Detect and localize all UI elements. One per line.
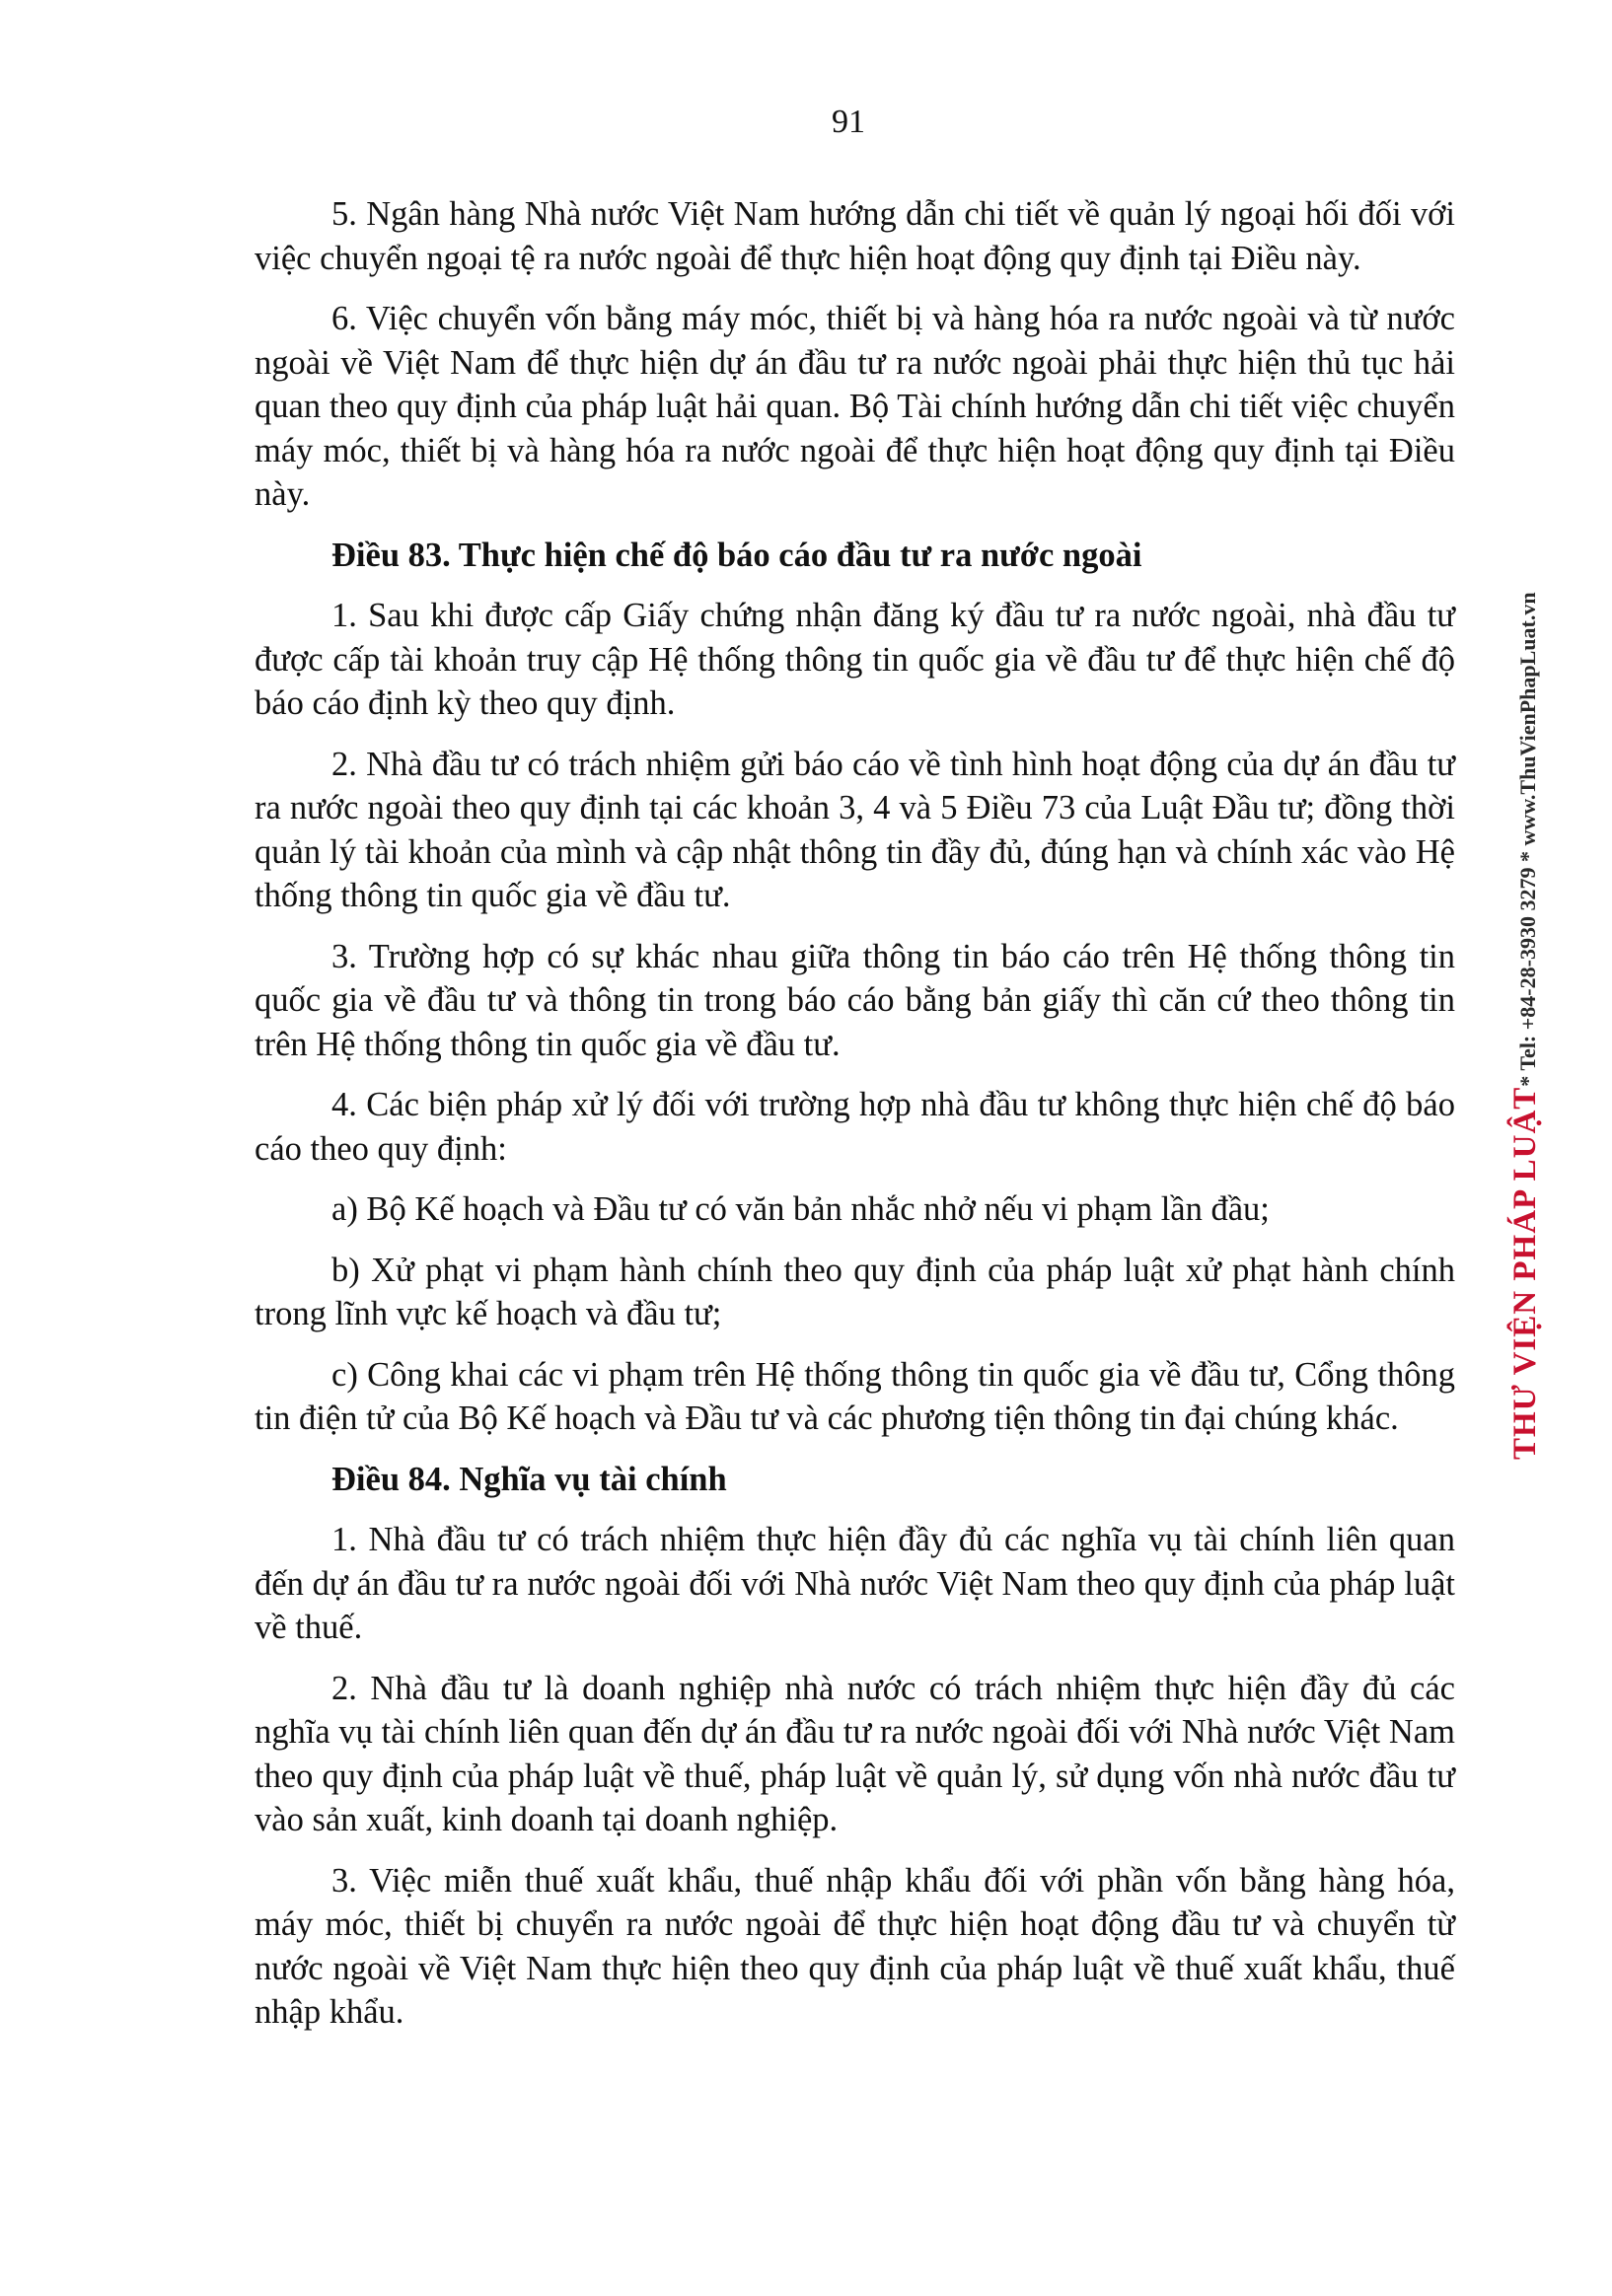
paragraph-6: 6. Việc chuyển vốn bằng máy móc, thiết bị và hàng hóa ra nước ngoài và từ nước ngoài về Việt Nam để thực hiện dự án đầu tư ra nước ngoài phải thực hiện thủ tục hải quan theo quy định của pháp luật hải quan. Bộ Tài chính hướng dẫn chi tiết việc chuyển máy móc, thiết bị và hàng hóa ra nước ngoài để thực hiện hoạt động quy định tại Điều này. xyxy=(255,300,1455,513)
article-83-clause-1: 1. Sau khi được cấp Giấy chứng nhận đăng ký đầu tư ra nước ngoài, nhà đầu tư được cấp tài khoản truy cập Hệ thống thông tin quốc gia về đầu tư để thực hiện chế độ báo cáo định kỳ theo quy định. xyxy=(255,597,1455,722)
article-84-title: Điều 84. Nghĩa vụ tài chính xyxy=(331,1460,727,1498)
document-body xyxy=(255,192,1455,2051)
watermark xyxy=(1505,592,1551,1460)
article-83-item-a: a) Bộ Kế hoạch và Đầu tư có văn bản nhắc nhở nếu vi phạm lần đầu; xyxy=(331,1190,1270,1228)
watermark-brand: THƯ VIỆN PHÁP LUẬT xyxy=(1507,1086,1543,1460)
article-84-clause-1: 1. Nhà đầu tư có trách nhiệm thực hiện đầy đủ các nghĩa vụ tài chính liên quan đến dự án đầu tư ra nước ngoài đối với Nhà nước Việt Nam theo quy định của pháp luật về thuế. xyxy=(255,1521,1455,1646)
article-84-clause-3: 3. Việc miễn thuế xuất khẩu, thuế nhập khẩu đối với phần vốn bằng hàng hóa, máy móc, thiết bị chuyển ra nước ngoài để thực hiện hoạt động đầu tư và chuyển từ nước ngoài về Việt Nam thực hiện theo quy định của pháp luật về thuế xuất khẩu, thuế nhập khẩu. xyxy=(255,1861,1455,2031)
watermark-contact: * Tel: +84-28-3930 3279 * www.ThuVienPhapLuat.vn xyxy=(1515,592,1540,1087)
paragraph-5: 5. Ngân hàng Nhà nước Việt Nam hướng dẫn chi tiết về quản lý ngoại hối đối với việc chuyển ngoại tệ ra nước ngoài để thực hiện hoạt động quy định tại Điều này. xyxy=(255,195,1455,277)
article-83-title: Điều 83. Thực hiện chế độ báo cáo đầu tư ra nước ngoài xyxy=(331,536,1142,574)
article-83-clause-2: 2. Nhà đầu tư có trách nhiệm gửi báo cáo về tình hình hoạt động của dự án đầu tư ra nước ngoài theo quy định tại các khoản 3, 4 và 5 Điều 73 của Luật Đầu tư; đồng thời quản lý tài khoản của mình và cập nhật thông tin đầy đủ, đúng hạn và chính xác vào Hệ thống thông tin quốc gia về đầu tư. xyxy=(255,745,1455,914)
page-number: 91 xyxy=(832,104,865,140)
article-84-clause-2: 2. Nhà đầu tư là doanh nghiệp nhà nước có trách nhiệm thực hiện đầy đủ các nghĩa vụ tài chính liên quan đến dự án đầu tư ra nước ngoài đối với Nhà nước Việt Nam theo quy định của pháp luật về thuế, pháp luật về quản lý, sử dụng vốn nhà nước đầu tư vào sản xuất, kinh doanh tại doanh nghiệp. xyxy=(255,1669,1455,1838)
article-83-clause-3: 3. Trường hợp có sự khác nhau giữa thông tin báo cáo trên Hệ thống thông tin quốc gia về đầu tư và thông tin trong báo cáo bằng bản giấy thì căn cứ theo thông tin trên Hệ thống thông tin quốc gia về đầu tư. xyxy=(255,937,1455,1063)
article-83-item-b: b) Xử phạt vi phạm hành chính theo quy định của pháp luật xử phạt hành chính trong lĩnh vực kế hoạch và đầu tư; xyxy=(255,1251,1455,1332)
article-83-item-c: c) Công khai các vi phạm trên Hệ thống thông tin quốc gia về đầu tư, Cổng thông tin điện tử của Bộ Kế hoạch và Đầu tư và các phương tiện thông tin đại chúng khác. xyxy=(255,1355,1455,1437)
article-83-clause-4: 4. Các biện pháp xử lý đối với trường hợp nhà đầu tư không thực hiện chế độ báo cáo theo quy định: xyxy=(255,1086,1455,1168)
